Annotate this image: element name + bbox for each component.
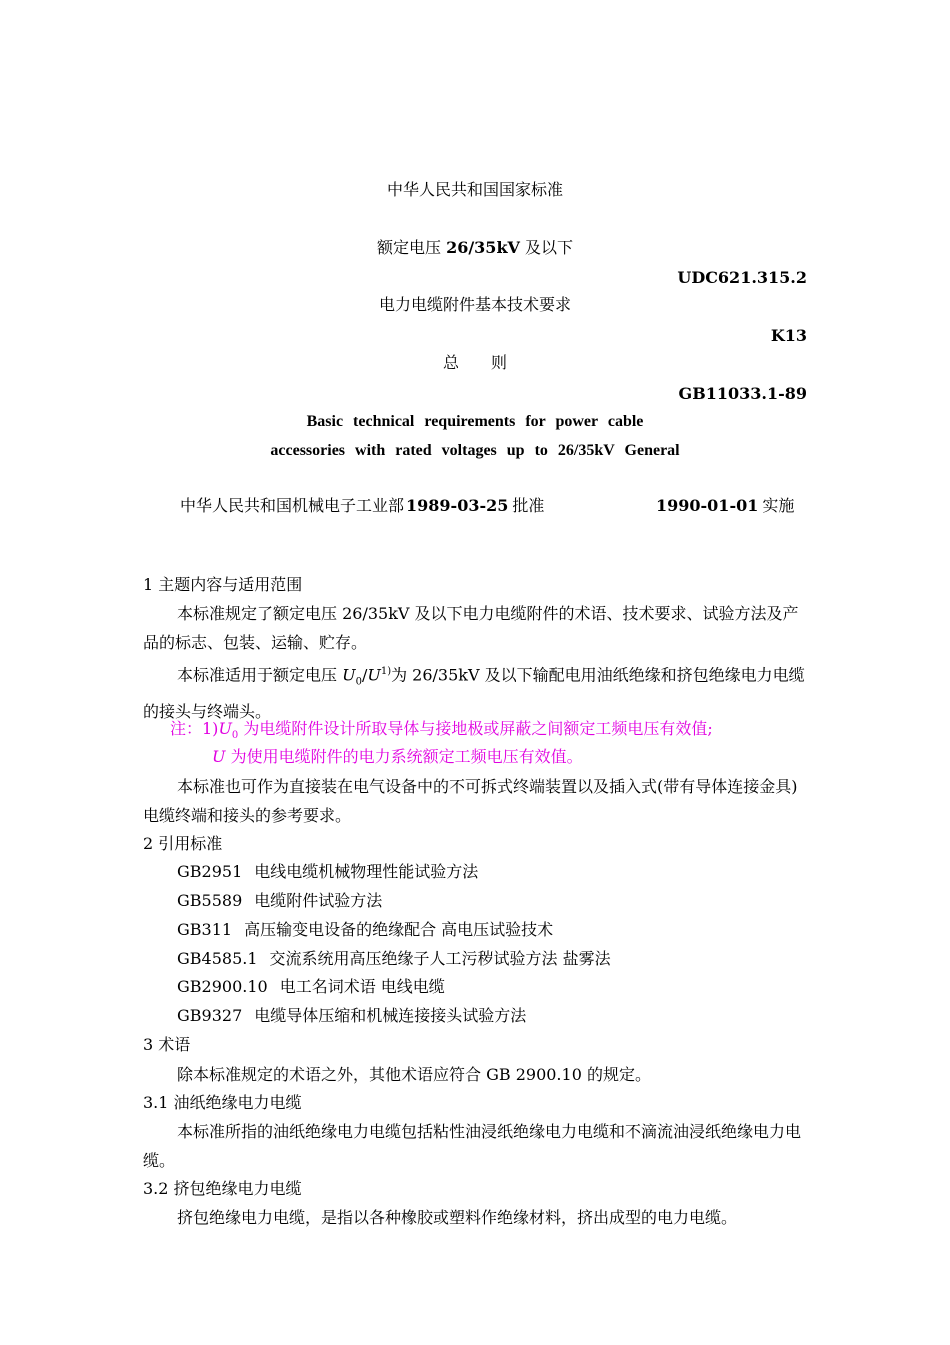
note1-sub0: 0 xyxy=(231,730,239,742)
national-standard-title: 中华人民共和国国家标准 xyxy=(386,180,563,199)
note1-u0: U xyxy=(218,719,232,738)
reference-item xyxy=(177,977,445,997)
section-3-paragraph: 除本标准规定的术语之外，其他术语应符合 GB 2900.10 的规定。 xyxy=(177,1065,651,1084)
reference-title: 交流系统用高压绝缘子人工污秽试验方法 盐雾法 xyxy=(269,949,611,968)
approval-org: 中华人民共和国机械电子工业部 xyxy=(180,496,405,515)
section-3-heading: 3 术语 xyxy=(143,1035,191,1054)
reference-item xyxy=(177,1006,526,1026)
reference-code: GB311 xyxy=(177,920,233,939)
approval-label: 批准 xyxy=(512,496,545,515)
reference-title: 电线电缆机械物理性能试验方法 xyxy=(254,862,479,881)
reference-title: 电工名词术语 电线电缆 xyxy=(279,977,445,996)
reference-title: 高压输变电设备的绝缘配合 高电压试验技术 xyxy=(244,920,554,939)
p2-u0: U xyxy=(342,665,356,685)
section-3-2-paragraph: 挤包绝缘电力电缆，是指以各种橡胶或塑料作绝缘材料，挤出成型的电力电缆。 xyxy=(177,1208,738,1227)
english-title-line1: Basic technical requirements for power cable xyxy=(306,413,644,430)
section-1-paragraph-3: 本标准也可作为直接装在电气设备中的不可拆式终端装置以及插入式(带有导体连接金具)电缆终端和接头的参考要求。 xyxy=(143,777,798,825)
section-2-heading: 2 引用标准 xyxy=(143,834,223,853)
section-1-paragraph-2 xyxy=(143,657,809,726)
reference-code: GB9327 xyxy=(177,1006,243,1025)
effective-info xyxy=(656,496,794,516)
p2-text-a: 本标准适用于额定电压 xyxy=(177,665,343,685)
section-1-paragraph-1: 本标准规定了额定电压 26/35kV 及以下电力电缆附件的术语、技术要求、试验方法及产品的标志、包装、运输、贮存。 xyxy=(143,604,799,652)
reference-title: 电缆附件试验方法 xyxy=(254,891,383,910)
english-title-line2: accessories with rated voltages up to 26/35kV General xyxy=(270,442,680,459)
note2-u: U xyxy=(212,747,226,766)
section-3-1-paragraph: 本标准所指的油纸绝缘电力电缆包括粘性油浸纸绝缘电力电缆和不滴流油浸纸绝缘电力电缆。 xyxy=(143,1122,802,1170)
section-3-1-heading: 3.1 油纸绝缘电力电缆 xyxy=(143,1093,302,1112)
p2-slash: / xyxy=(361,665,368,685)
document-title-line3: 总 则 xyxy=(442,353,507,372)
effective-label: 实施 xyxy=(762,496,795,515)
approval-date: 1989-03-25 xyxy=(406,496,509,515)
p2-u: U xyxy=(367,665,381,685)
reference-code: GB4585.1 xyxy=(177,949,258,968)
note-line-2 xyxy=(212,747,583,767)
title-line1-prefix: 额定电压 xyxy=(376,238,447,257)
approval-info xyxy=(180,496,544,516)
document-title-line2: 电力电缆附件基本技术要求 xyxy=(378,295,571,314)
document-title-line1 xyxy=(0,238,950,258)
note2-text: 为使用电缆附件的电力系统额定工频电压有效值。 xyxy=(225,747,583,766)
reference-item xyxy=(177,862,478,882)
reference-code: GB5589 xyxy=(177,891,243,910)
note1-text: 为电缆附件设计所取导体与接地极或屏蔽之间额定工频电压有效值; xyxy=(238,719,713,738)
reference-code: GB2951 xyxy=(177,862,243,881)
note-line-1 xyxy=(170,719,713,746)
p2-footnote-mark: 1) xyxy=(380,666,392,677)
reference-title: 电缆导体压缩和机械连接接头试验方法 xyxy=(254,1006,527,1025)
k-code: K13 xyxy=(770,326,807,345)
section-1-heading: 1 主题内容与适用范围 xyxy=(143,575,303,594)
title-line1-suffix: 及以下 xyxy=(519,238,574,257)
udc-code: UDC621.315.2 xyxy=(677,268,807,287)
reference-code: GB2900.10 xyxy=(177,977,268,996)
section-3-2-heading: 3.2 挤包绝缘电力电缆 xyxy=(143,1179,302,1198)
reference-item xyxy=(177,949,611,969)
p2-text-b: 为 26/35kV 及以下输配电用油纸绝缘和挤包绝缘电力电缆的接头与终端头。 xyxy=(143,665,805,721)
note-label: 注：1) xyxy=(170,719,219,738)
effective-date: 1990-01-01 xyxy=(656,496,759,515)
title-line1-voltage: 26/35kV xyxy=(446,238,520,257)
gb-code: GB11033.1-89 xyxy=(678,384,807,403)
reference-item xyxy=(177,891,382,911)
reference-item xyxy=(177,920,553,940)
p2-sub0: 0 xyxy=(355,676,362,688)
